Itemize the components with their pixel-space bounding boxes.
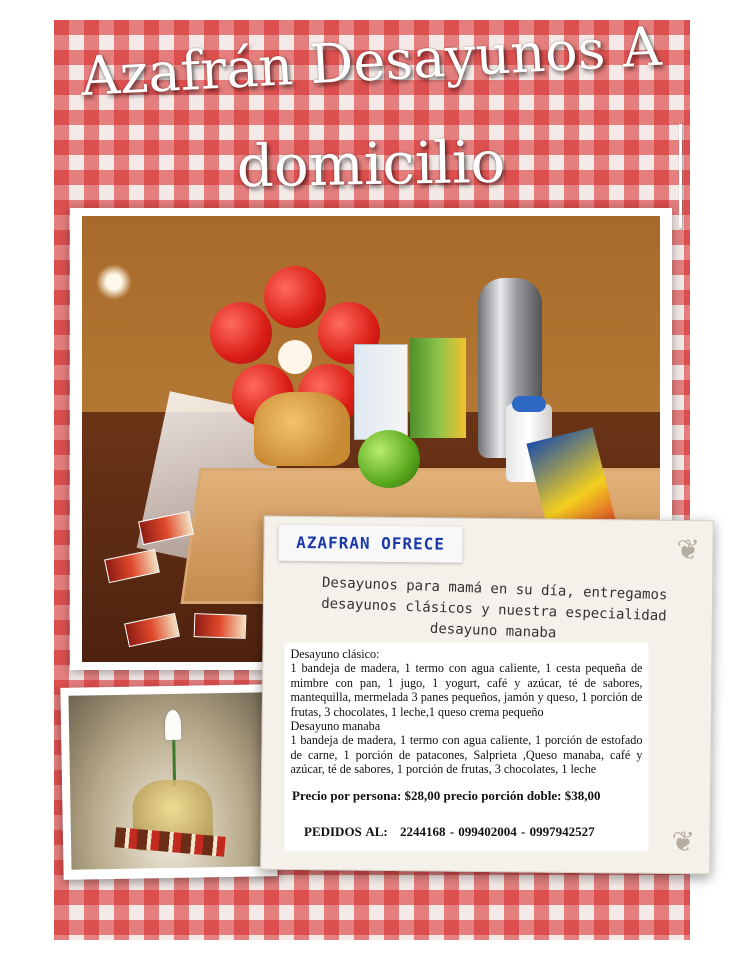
yogurt-cap: [512, 396, 546, 412]
balloon-petal: [264, 266, 326, 328]
poster-title-line1: Azafrán Desayunos A: [79, 14, 663, 109]
poster-title-line2: domicilio: [236, 127, 506, 201]
manaba-text: 1 bandeja de madera, 1 termo con agua caliente, 1 porción de estofado de carne, 1 porción de patacones, Salprieta ,Queso manaba, café y azúcar, té de sabores, 1 porción de frutas, 3 chocolates, 1 leche: [290, 733, 643, 777]
swirl-ornament-icon: ❦: [671, 824, 696, 859]
bread-basket: [254, 392, 350, 466]
price-line: Precio por persona: $28,00 precio porción doble: $38,00: [288, 786, 605, 806]
milk-box: [354, 344, 408, 440]
text-cursor: [679, 124, 682, 228]
orders-label: PEDIDOS AL:: [304, 824, 388, 839]
juice-box: [410, 338, 466, 438]
balloon-petal: [210, 302, 272, 364]
calla-lily: [165, 710, 182, 740]
gift-basket-photo-frame: [60, 684, 277, 880]
classic-title: Desayuno clásico:: [290, 646, 380, 661]
flower-stem: [172, 738, 176, 786]
manaba-title: Desayuno manaba: [290, 718, 381, 733]
offer-card: [260, 516, 714, 875]
orders-line: [300, 822, 599, 842]
chocolate-bar: [194, 613, 247, 639]
green-apple: [358, 430, 420, 488]
offer-intro: Desayunos para mamá en su día, entregamos desayunos clásicos y nuestra especialidad desayuno manaba: [320, 574, 668, 642]
orders-phones: 2244168 - 099402004 - 0997942527: [399, 824, 595, 839]
classic-text: 1 bandeja de madera, 1 termo con agua caliente, 1 cesta pequeña de mimbre con pan, 1 jugo, 1 yogurt, café y azúcar, té de sabores, mantequilla, mermelada 3 panes pequeños, jamón y queso, 1 porción de frutas, 3 chocolates, 1 leche,1 queso crema pequeño: [290, 661, 643, 719]
offer-header: AZAFRAN OFRECE: [278, 525, 462, 563]
balloon-flower-center: [278, 340, 312, 374]
lamp-glare: [96, 264, 132, 300]
menu-description: [284, 643, 648, 851]
gift-basket-photo: [68, 692, 269, 869]
swirl-ornament-icon: ❦: [676, 532, 701, 567]
